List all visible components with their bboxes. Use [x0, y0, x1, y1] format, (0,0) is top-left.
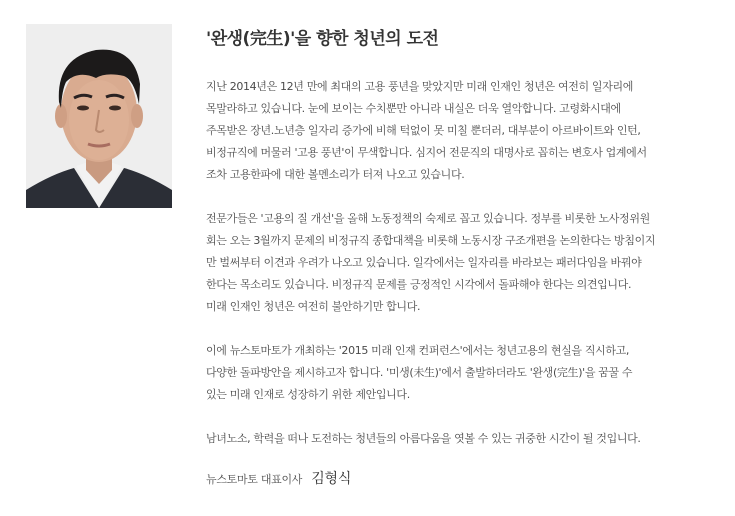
article-title: '완생(完生)'을 향한 청년의 도전 — [206, 29, 439, 49]
paragraph-line: 다양한 돌파방안을 제시하고자 합니다. '미생(未生)'에서 출발하더라도 '완생(完生)'을 꿈꿀 수 — [206, 366, 633, 379]
article-paragraph — [206, 428, 726, 450]
paragraph-line: 지난 2014년은 12년 만에 최대의 고용 풍년을 맞았지만 미래 인재인 청년은 여전히 일자리에 — [206, 80, 634, 93]
paragraph-line: 미래 인재인 청년은 여전히 불안하기만 합니다. — [206, 300, 421, 313]
paragraph-line: 주목받은 장년.노년층 일자리 증가에 비해 턱없이 못 미칠 뿐더러, 대부분이 아르바이트와 인턴, — [206, 124, 641, 137]
ceo-portrait — [26, 24, 172, 208]
paragraph-line: 조차 고용한파에 대한 볼멘소리가 터져 나오고 있습니다. — [206, 168, 465, 181]
signature-name: 김형식 — [311, 471, 352, 487]
paragraph-line: 이에 뉴스토마토가 개최하는 '2015 미래 인재 컨퍼런스'에서는 청년고용의 현실을 직시하고, — [206, 344, 630, 357]
paragraph-line: 남녀노소, 학력을 떠나 도전하는 청년들의 아름다움을 엿볼 수 있는 귀중한 시간이 될 것입니다. — [206, 432, 641, 445]
article-paragraph — [206, 340, 726, 406]
paragraph-line: 있는 미래 인재로 성장하기 위한 제안입니다. — [206, 388, 410, 401]
article — [206, 27, 726, 488]
paragraph-line: 만 벌써부터 이견과 우려가 나오고 있습니다. 일각에서는 일자리를 바라보는 패러다임을 바꿔야 — [206, 256, 642, 269]
paragraph-line: 회는 오는 3월까지 문제의 비정규직 종합대책을 비롯해 노동시장 구조개편을 논의한다는 방침이지 — [206, 234, 656, 247]
portrait-illustration — [26, 24, 172, 208]
paragraph-line: 한다는 목소리도 있습니다. 비정규직 문제를 긍정적인 시각에서 돌파해야 한다는 의견입니다. — [206, 278, 632, 291]
paragraph-line: 전문가들은 '고용의 질 개선'을 올해 노동정책의 숙제로 꼽고 있습니다. 정부를 비롯한 노사정위원 — [206, 212, 650, 225]
paragraph-line: 목말라하고 있습니다. 눈에 보이는 수치뿐만 아니라 내실은 더욱 열악합니다. 고령화시대에 — [206, 102, 621, 115]
article-paragraph — [206, 76, 726, 186]
signature — [206, 468, 726, 488]
article-paragraph — [206, 208, 726, 318]
signature-title: 뉴스토마토 대표이사 — [206, 473, 303, 486]
paragraph-line: 비정규직에 머물러 '고용 풍년'이 무색합니다. 심지어 전문직의 대명사로 꼽히는 변호사 업계에서 — [206, 146, 647, 159]
